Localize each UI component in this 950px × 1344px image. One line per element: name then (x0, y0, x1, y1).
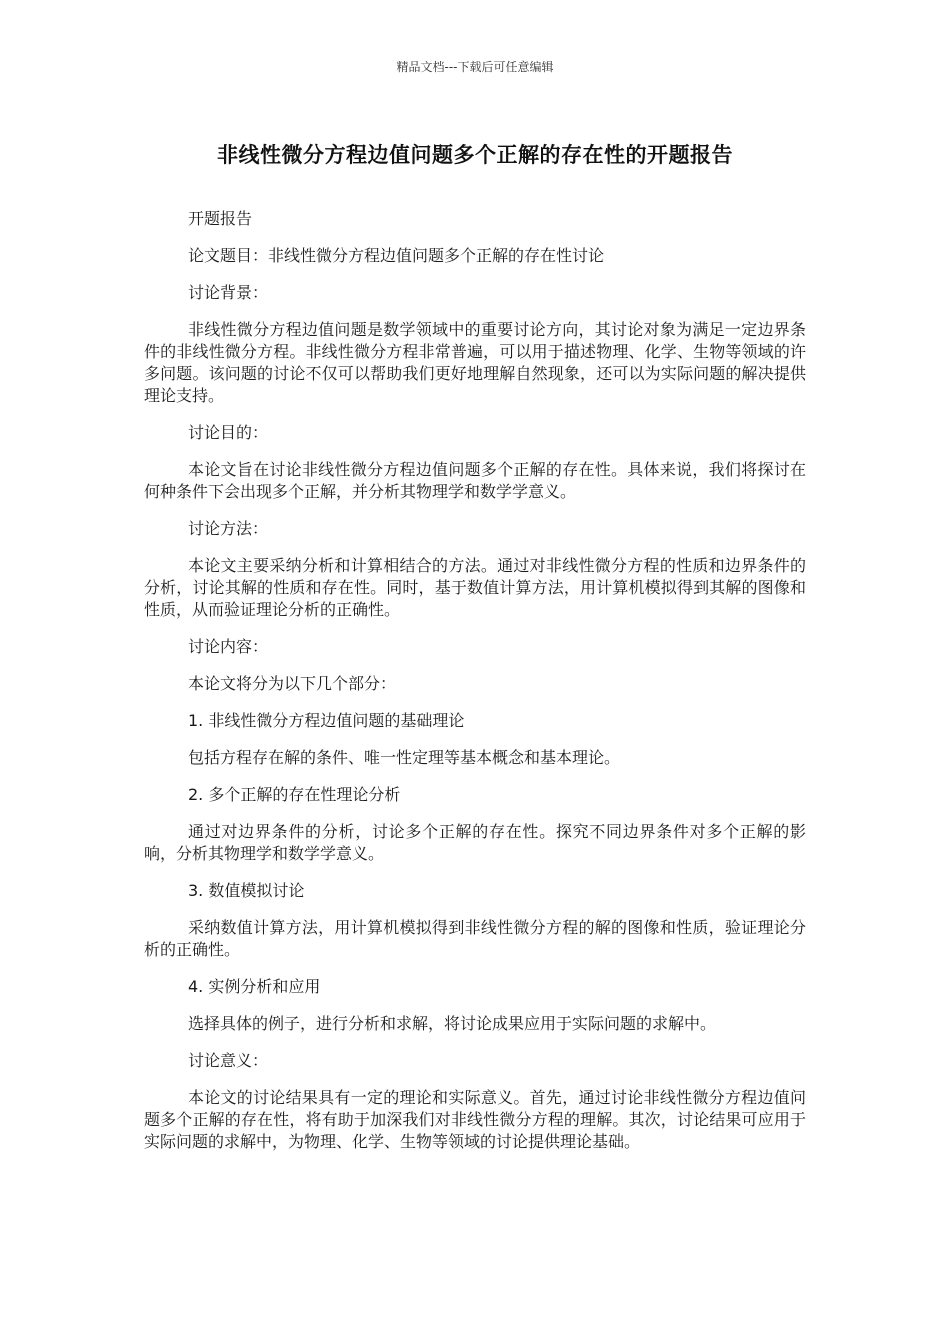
paragraph: 采纳数值计算方法，用计算机模拟得到非线性微分方程的解的图像和性质，验证理论分析的正确性。 (144, 918, 806, 959)
document-body (144, 208, 806, 1168)
list-item: 1. 非线性微分方程边值问题的基础理论 (188, 711, 465, 730)
paragraph: 包括方程存在解的条件、唯一性定理等基本概念和基本理论。 (188, 748, 621, 767)
paragraph: 开题报告 (188, 209, 253, 228)
paragraph: 本论文将分为以下几个部分： (188, 674, 397, 693)
paragraph: 本论文旨在讨论非线性微分方程边值问题多个正解的存在性。具体来说，我们将探讨在何种条件下会出现多个正解，并分析其物理学和数学学意义。 (144, 460, 806, 501)
list-item: 2. 多个正解的存在性理论分析 (188, 785, 401, 804)
paragraph: 本论文的讨论结果具有一定的理论和实际意义。首先，通过讨论非线性微分方程边值问题多个正解的存在性，将有助于加深我们对非线性微分方程的理解。其次，讨论结果可应用于实际问题的求解中，为物理、化学、生物等领域的讨论提供理论基础。 (144, 1088, 806, 1151)
list-item: 3. 数值模拟讨论 (188, 881, 305, 900)
section-heading: 讨论意义： (188, 1051, 269, 1070)
paragraph: 论文题目：非线性微分方程边值问题多个正解的存在性讨论 (188, 246, 605, 265)
paragraph: 选择具体的例子，进行分析和求解，将讨论成果应用于实际问题的求解中。 (188, 1014, 717, 1033)
paragraph: 非线性微分方程边值问题是数学领域中的重要讨论方向，其讨论对象为满足一定边界条件的非线性微分方程。非线性微分方程非常普遍，可以用于描述物理、化学、生物等领域的许多问题。该问题的讨论不仅可以帮助我们更好地理解自然现象，还可以为实际问题的解决提供理论支持。 (144, 320, 806, 405)
paragraph: 本论文主要采纳分析和计算相结合的方法。通过对非线性微分方程的性质和边界条件的分析，讨论其解的性质和存在性。同时，基于数值计算方法，用计算机模拟得到其解的图像和性质，从而验证理论分析的正确性。 (144, 556, 806, 619)
header-note: 精品文档---下载后可任意编辑 (396, 60, 554, 74)
paragraph: 通过对边界条件的分析，讨论多个正解的存在性。探究不同边界条件对多个正解的影响，分析其物理学和数学学意义。 (144, 822, 806, 863)
section-heading: 讨论内容： (188, 637, 269, 656)
list-item: 4. 实例分析和应用 (188, 977, 321, 996)
section-heading: 讨论目的： (188, 423, 269, 442)
document-title: 非线性微分方程边值问题多个正解的存在性的开题报告 (217, 143, 733, 167)
section-heading: 讨论背景： (188, 283, 269, 302)
section-heading: 讨论方法： (188, 519, 269, 538)
